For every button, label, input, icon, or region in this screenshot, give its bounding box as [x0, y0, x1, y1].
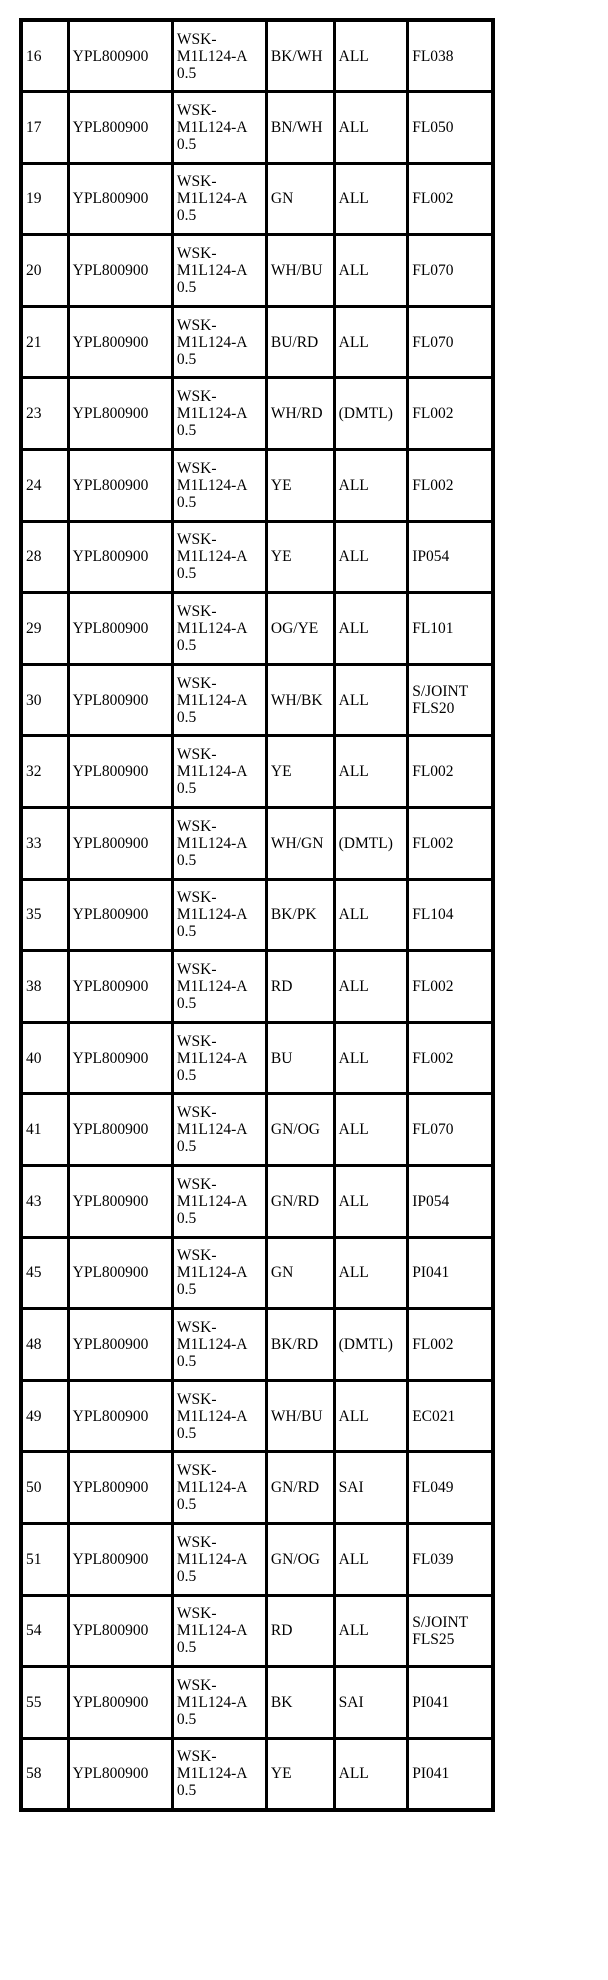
color-cell: GN/RD — [266, 1452, 334, 1524]
part-number-cell: YPL800900 — [68, 1022, 172, 1094]
part-number-cell: YPL800900 — [68, 92, 172, 164]
table-row — [21, 1738, 493, 1810]
wire-spec-cell: WSK- M1L124-A 0.5 — [172, 450, 266, 522]
part-number-cell: YPL800900 — [68, 1452, 172, 1524]
connector-cell: FL038 — [408, 20, 493, 92]
pin-cell: 41 — [21, 1094, 68, 1166]
pin-cell: 50 — [21, 1452, 68, 1524]
table-row — [21, 1309, 493, 1381]
connector-cell: FL049 — [408, 1452, 493, 1524]
color-cell: WH/GN — [266, 808, 334, 880]
wire-spec-cell: WSK- M1L124-A 0.5 — [172, 92, 266, 164]
part-number-cell: YPL800900 — [68, 1166, 172, 1238]
wire-spec-cell: WSK- M1L124-A 0.5 — [172, 1380, 266, 1452]
pin-cell: 48 — [21, 1309, 68, 1381]
wire-spec-cell: WSK- M1L124-A 0.5 — [172, 1237, 266, 1309]
table-row — [21, 20, 493, 92]
pin-cell: 38 — [21, 951, 68, 1023]
pin-cell: 21 — [21, 306, 68, 378]
part-number-cell: YPL800900 — [68, 450, 172, 522]
part-number-cell: YPL800900 — [68, 879, 172, 951]
color-cell: GN — [266, 1237, 334, 1309]
part-number-cell: YPL800900 — [68, 951, 172, 1023]
part-number-cell: YPL800900 — [68, 664, 172, 736]
variant-cell: ALL — [334, 879, 408, 951]
variant-cell: ALL — [334, 1738, 408, 1810]
variant-cell: ALL — [334, 1523, 408, 1595]
pin-cell: 45 — [21, 1237, 68, 1309]
part-number-cell: YPL800900 — [68, 1738, 172, 1810]
wire-spec-cell: WSK- M1L124-A 0.5 — [172, 1595, 266, 1667]
pin-cell: 20 — [21, 235, 68, 307]
connector-cell: IP054 — [408, 521, 493, 593]
pin-cell: 35 — [21, 879, 68, 951]
pin-cell: 29 — [21, 593, 68, 665]
connector-cell: FL002 — [408, 951, 493, 1023]
part-number-cell: YPL800900 — [68, 521, 172, 593]
table-row — [21, 879, 493, 951]
color-cell: BU — [266, 1022, 334, 1094]
variant-cell: ALL — [334, 450, 408, 522]
color-cell: BK/PK — [266, 879, 334, 951]
color-cell: GN/RD — [266, 1166, 334, 1238]
variant-cell: SAI — [334, 1452, 408, 1524]
pin-cell: 55 — [21, 1667, 68, 1739]
part-number-cell: YPL800900 — [68, 1094, 172, 1166]
variant-cell: ALL — [334, 1166, 408, 1238]
pin-cell: 40 — [21, 1022, 68, 1094]
variant-cell: ALL — [334, 92, 408, 164]
variant-cell: ALL — [334, 521, 408, 593]
connector-cell: FL070 — [408, 306, 493, 378]
part-number-cell: YPL800900 — [68, 1595, 172, 1667]
variant-cell: ALL — [334, 1237, 408, 1309]
part-number-cell: YPL800900 — [68, 736, 172, 808]
wire-spec-cell: WSK- M1L124-A 0.5 — [172, 808, 266, 880]
table-row — [21, 163, 493, 235]
connector-cell: FL002 — [408, 1309, 493, 1381]
table-row — [21, 378, 493, 450]
part-number-cell: YPL800900 — [68, 1523, 172, 1595]
variant-cell: SAI — [334, 1667, 408, 1739]
part-number-cell: YPL800900 — [68, 235, 172, 307]
connector-cell: FL039 — [408, 1523, 493, 1595]
table-row — [21, 92, 493, 164]
connector-cell: S/JOINT FLS20 — [408, 664, 493, 736]
part-number-cell: YPL800900 — [68, 378, 172, 450]
table-row — [21, 736, 493, 808]
color-cell: YE — [266, 1738, 334, 1810]
color-cell: WH/BU — [266, 1380, 334, 1452]
color-cell: BN/WH — [266, 92, 334, 164]
pin-cell: 19 — [21, 163, 68, 235]
table-row — [21, 1523, 493, 1595]
wire-spec-cell: WSK- M1L124-A 0.5 — [172, 1094, 266, 1166]
color-cell: BK/RD — [266, 1309, 334, 1381]
part-number-cell: YPL800900 — [68, 20, 172, 92]
wire-spec-cell: WSK- M1L124-A 0.5 — [172, 378, 266, 450]
wire-spec-cell: WSK- M1L124-A 0.5 — [172, 521, 266, 593]
connector-cell: PI041 — [408, 1667, 493, 1739]
table-row — [21, 235, 493, 307]
connector-cell: FL101 — [408, 593, 493, 665]
wire-spec-cell: WSK- M1L124-A 0.5 — [172, 593, 266, 665]
color-cell: GN — [266, 163, 334, 235]
table-row — [21, 664, 493, 736]
wire-spec-cell: WSK- M1L124-A 0.5 — [172, 1309, 266, 1381]
variant-cell: ALL — [334, 163, 408, 235]
variant-cell: ALL — [334, 1380, 408, 1452]
variant-cell: ALL — [334, 235, 408, 307]
connector-cell: FL104 — [408, 879, 493, 951]
connector-cell: FL002 — [408, 736, 493, 808]
pin-cell: 43 — [21, 1166, 68, 1238]
variant-cell: ALL — [334, 1094, 408, 1166]
color-cell: WH/BK — [266, 664, 334, 736]
part-number-cell: YPL800900 — [68, 1380, 172, 1452]
wire-spec-cell: WSK- M1L124-A 0.5 — [172, 1667, 266, 1739]
color-cell: WH/RD — [266, 378, 334, 450]
pin-cell: 23 — [21, 378, 68, 450]
table-row — [21, 1022, 493, 1094]
connector-cell: FL002 — [408, 378, 493, 450]
color-cell: YE — [266, 521, 334, 593]
variant-cell: ALL — [334, 1022, 408, 1094]
pin-cell: 30 — [21, 664, 68, 736]
variant-cell: (DMTL) — [334, 808, 408, 880]
wire-spec-cell: WSK- M1L124-A 0.5 — [172, 306, 266, 378]
part-number-cell: YPL800900 — [68, 1309, 172, 1381]
table-row — [21, 306, 493, 378]
wire-spec-cell: WSK- M1L124-A 0.5 — [172, 1452, 266, 1524]
part-number-cell: YPL800900 — [68, 1237, 172, 1309]
color-cell: GN/OG — [266, 1523, 334, 1595]
color-cell: RD — [266, 951, 334, 1023]
color-cell: OG/YE — [266, 593, 334, 665]
table-row — [21, 1166, 493, 1238]
part-number-cell: YPL800900 — [68, 1667, 172, 1739]
table-row — [21, 951, 493, 1023]
table-row — [21, 808, 493, 880]
table-row — [21, 450, 493, 522]
color-cell: YE — [266, 450, 334, 522]
wire-spec-cell: WSK- M1L124-A 0.5 — [172, 20, 266, 92]
table-row — [21, 1237, 493, 1309]
table-row — [21, 1667, 493, 1739]
pin-cell: 32 — [21, 736, 68, 808]
table-row — [21, 521, 493, 593]
variant-cell: (DMTL) — [334, 1309, 408, 1381]
table-row — [21, 1380, 493, 1452]
wire-spec-cell: WSK- M1L124-A 0.5 — [172, 1022, 266, 1094]
connector-cell: S/JOINT FLS25 — [408, 1595, 493, 1667]
pin-cell: 54 — [21, 1595, 68, 1667]
pin-cell: 17 — [21, 92, 68, 164]
connector-cell: IP054 — [408, 1166, 493, 1238]
pin-cell: 16 — [21, 20, 68, 92]
table-body — [21, 20, 493, 1810]
part-number-cell: YPL800900 — [68, 163, 172, 235]
pin-cell: 28 — [21, 521, 68, 593]
variant-cell: (DMTL) — [334, 378, 408, 450]
pin-cell: 58 — [21, 1738, 68, 1810]
wire-spec-cell: WSK- M1L124-A 0.5 — [172, 951, 266, 1023]
color-cell: GN/OG — [266, 1094, 334, 1166]
pin-cell: 51 — [21, 1523, 68, 1595]
variant-cell: ALL — [334, 306, 408, 378]
connector-cell: FL002 — [408, 1022, 493, 1094]
wire-spec-cell: WSK- M1L124-A 0.5 — [172, 235, 266, 307]
pin-cell: 24 — [21, 450, 68, 522]
part-number-cell: YPL800900 — [68, 808, 172, 880]
connector-cell: FL050 — [408, 92, 493, 164]
variant-cell: ALL — [334, 20, 408, 92]
wire-spec-cell: WSK- M1L124-A 0.5 — [172, 163, 266, 235]
color-cell: BK/WH — [266, 20, 334, 92]
table-row — [21, 1452, 493, 1524]
color-cell: WH/BU — [266, 235, 334, 307]
connector-cell: FL070 — [408, 235, 493, 307]
wire-spec-cell: WSK- M1L124-A 0.5 — [172, 879, 266, 951]
color-cell: BK — [266, 1667, 334, 1739]
variant-cell: ALL — [334, 1595, 408, 1667]
variant-cell: ALL — [334, 951, 408, 1023]
part-number-cell: YPL800900 — [68, 593, 172, 665]
variant-cell: ALL — [334, 736, 408, 808]
variant-cell: ALL — [334, 664, 408, 736]
wire-spec-cell: WSK- M1L124-A 0.5 — [172, 736, 266, 808]
wire-spec-cell: WSK- M1L124-A 0.5 — [172, 1166, 266, 1238]
color-cell: YE — [266, 736, 334, 808]
wire-spec-cell: WSK- M1L124-A 0.5 — [172, 1738, 266, 1810]
wire-spec-cell: WSK- M1L124-A 0.5 — [172, 1523, 266, 1595]
connector-cell: FL002 — [408, 808, 493, 880]
wiring-table — [19, 18, 495, 1812]
part-number-cell: YPL800900 — [68, 306, 172, 378]
color-cell: BU/RD — [266, 306, 334, 378]
color-cell: RD — [266, 1595, 334, 1667]
wire-spec-cell: WSK- M1L124-A 0.5 — [172, 664, 266, 736]
connector-cell: PI041 — [408, 1738, 493, 1810]
pin-cell: 49 — [21, 1380, 68, 1452]
table-row — [21, 1094, 493, 1166]
connector-cell: PI041 — [408, 1237, 493, 1309]
table-row — [21, 1595, 493, 1667]
connector-cell: EC021 — [408, 1380, 493, 1452]
connector-cell: FL070 — [408, 1094, 493, 1166]
connector-cell: FL002 — [408, 163, 493, 235]
pin-cell: 33 — [21, 808, 68, 880]
connector-cell: FL002 — [408, 450, 493, 522]
table-row — [21, 593, 493, 665]
variant-cell: ALL — [334, 593, 408, 665]
